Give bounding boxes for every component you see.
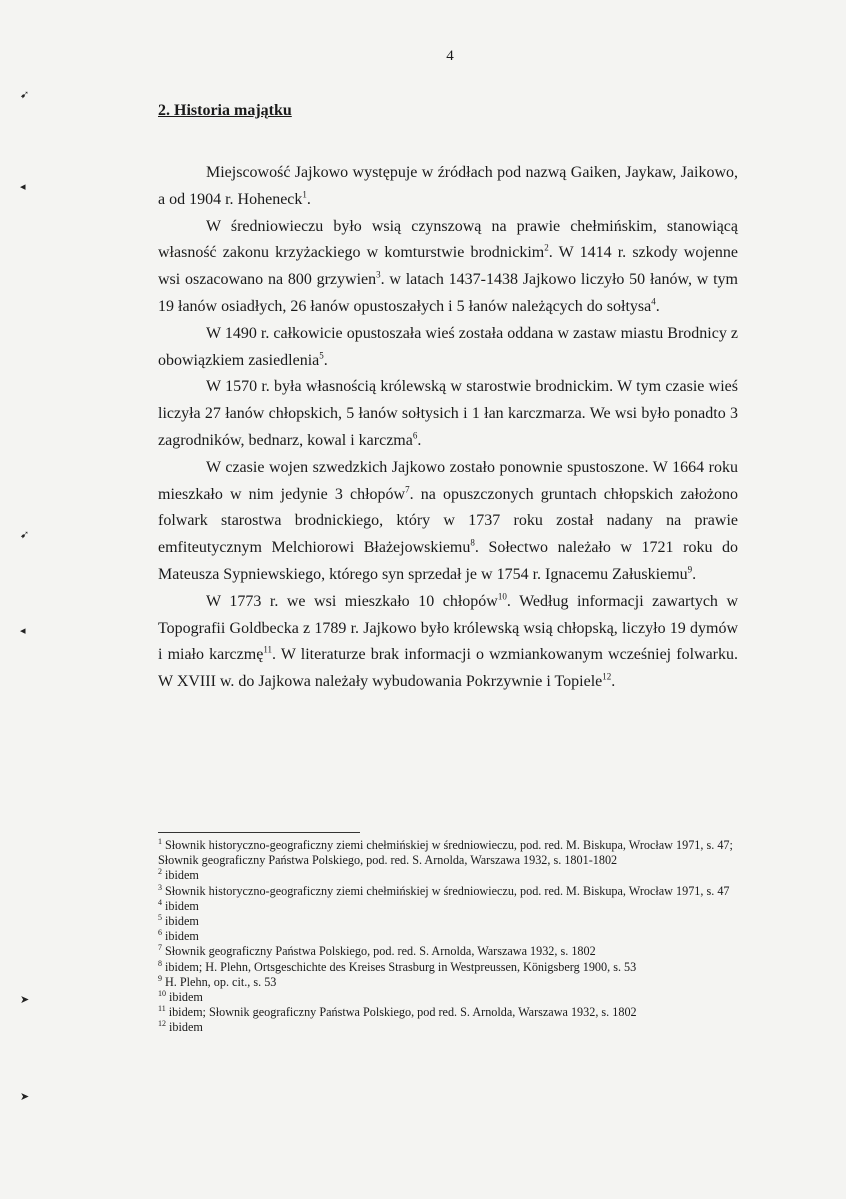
footnote-number: 2 [158, 867, 162, 877]
footnote [158, 944, 738, 959]
footnote [158, 929, 738, 944]
paragraph-text: . Według informacji zawartych w Topografii Goldbecka z 1789 r. Jajkowo było królewską wsią chłopską, liczyło 19 dymów i miało karczmę [158, 592, 739, 664]
paragraph-text: W średniowieczu było wsią czynszową na prawie chełmińskim, stanowiącą własność zakonu krzyżackiego w komturstwie brodnickim [158, 217, 738, 262]
paragraph-text: W 1490 r. całkowicie opustoszała wieś została oddana w zastaw miastu Brodnicy z obowiązkiem zasiedlenia [158, 324, 738, 369]
scan-mark: ◂ [20, 624, 26, 637]
footnote-number: 4 [158, 897, 162, 907]
paragraph-text: Miejscowość Jajkowo występuje w źródłach pod nazwą Gaiken, Jaykaw, Jaikowo, a od 1904 r. Hoheneck [158, 164, 738, 208]
footnote-ref: 6 [412, 430, 418, 441]
paragraph [158, 160, 738, 214]
footnote-separator [158, 832, 360, 833]
paragraph-text: W 1570 r. była własnością królewską w starostwie brodnickim. W tym czasie wieś liczyła 27 łanów chłopskich, 5 łanów sołtysich i 1 łan karczmarza. We wsi było ponadto 3 zagrodników, bednarz, kowal i karczma [158, 378, 738, 449]
footnote-text: Słownik historyczno-geograficzny ziemi chełmińskiej w średniowieczu, pod. red. M. Biskupa, Wrocław 1971, s. 47 [165, 883, 730, 898]
scan-mark: ➹ [20, 88, 30, 101]
scan-mark: ➤ [20, 1090, 30, 1103]
paragraph-text: . [655, 297, 660, 315]
footnote-number: 7 [158, 943, 162, 953]
footnote-number: 10 [158, 988, 166, 998]
footnote-number: 1 [158, 836, 162, 846]
paragraph-text: . Sołectwo należało w 1721 roku do Mateusza Sypniewskiego, którego syn sprzedał je w 1754 r. Ignacemu Załuskiemu [158, 539, 739, 583]
footnote [158, 1005, 738, 1020]
paragraph [158, 374, 738, 454]
paragraph-text: W 1773 r. we wsi mieszkało 10 chłopów [206, 592, 498, 610]
paragraph [158, 455, 738, 589]
paragraph-text: . [611, 673, 616, 691]
paragraph-text: . [306, 190, 311, 208]
footnote-ref: 5 [319, 350, 324, 361]
paragraph [158, 214, 738, 321]
footnote [158, 899, 738, 914]
footnote [158, 975, 738, 990]
footnotes [158, 838, 738, 1036]
footnote [158, 1020, 738, 1035]
footnote-ref: 1 [302, 189, 307, 200]
scan-mark: ➹ [20, 528, 30, 541]
paragraph [158, 321, 738, 375]
footnote-text: ibidem [165, 929, 199, 944]
section-heading: 2. Historia majątku [158, 102, 292, 119]
page-number: 4 [446, 48, 454, 64]
footnote [158, 838, 738, 868]
paragraph-text: . [417, 431, 422, 449]
footnote-ref: 4 [651, 296, 656, 307]
footnote-text: Słownik historyczno-geograficzny ziemi chełmińskiej w średniowieczu, pod. red. M. Biskupa, Wrocław 1971, s. 47; Słownik geograficzny Państwa Polskiego, pod. red. S. Arnolda, Warszawa 1932, s. 1801-1802 [158, 838, 733, 868]
footnote-ref: 10 [497, 591, 507, 602]
footnote-number: 9 [158, 973, 162, 983]
footnote-ref: 2 [544, 243, 549, 254]
footnote [158, 914, 738, 929]
footnote-number: 12 [158, 1019, 166, 1029]
footnote-ref: 7 [405, 484, 410, 495]
body-text [158, 160, 738, 696]
footnote-text: H. Plehn, op. cit., s. 53 [165, 974, 277, 989]
footnote [158, 960, 738, 975]
footnote-ref: 11 [263, 645, 272, 656]
footnote-number: 6 [158, 928, 162, 938]
footnote-text: ibidem [169, 990, 203, 1005]
footnote-number: 11 [158, 1004, 166, 1014]
footnote-ref: 12 [602, 671, 612, 682]
footnote-text: Słownik geograficzny Państwa Polskiego, pod. red. S. Arnolda, Warszawa 1932, s. 1802 [165, 944, 596, 959]
paragraph-text: . w latach 1437-1438 Jajkowo liczyło 50 łanów, w tym 19 łanów osiadłych, 26 łanów opustoszałych i 5 łanów należących do sołtysa [158, 271, 739, 315]
footnote [158, 990, 738, 1005]
footnote-ref: 8 [470, 537, 475, 548]
footnote-text: ibidem; H. Plehn, Ortsgeschichte des Kreises Strasburg in Westpreussen, Königsberg 1900, s. 53 [165, 959, 637, 974]
paragraph-text: . [692, 565, 697, 583]
footnote-number: 8 [158, 958, 162, 968]
paragraph-text: . W 1414 r. szkody wojenne wsi oszacowano na 800 grzywien [158, 244, 739, 289]
scan-mark: ◂ [20, 180, 26, 193]
footnote-number: 3 [158, 882, 162, 892]
paragraph [158, 589, 738, 696]
paragraph-text: . [323, 351, 328, 369]
paragraph-text: . na opuszczonych gruntach chłopskich założono folwark starostwa brodnickiego, który w 1737 roku został nadany na prawie emfiteutycznym Melchiorowi Błażejowskiemu [158, 485, 738, 557]
footnote [158, 884, 738, 899]
footnote-number: 5 [158, 912, 162, 922]
paragraph-text: W czasie wojen szwedzkich Jajkowo zostało ponownie spustoszone. W 1664 roku mieszkało w nim jedynie 3 chłopów [158, 458, 738, 503]
footnote-text: ibidem [165, 914, 199, 929]
footnote-ref: 9 [687, 564, 693, 575]
footnote-ref: 3 [376, 269, 381, 280]
scan-mark: ➤ [20, 993, 30, 1006]
footnote-text: ibidem [169, 1020, 203, 1035]
footnote-text: ibidem [165, 868, 199, 883]
footnote [158, 868, 738, 883]
footnote-text: ibidem; Słownik geograficzny Państwa Polskiego, pod red. S. Arnolda, Warszawa 1932, s. 1802 [168, 1005, 637, 1020]
paragraph-text: . W literaturze brak informacji o wzmiankowanym wcześniej folwarku. W XVIII w. do Jajkowa należały wybudowania Pokrzywnie i Topiele [158, 646, 738, 691]
footnote-text: ibidem [165, 898, 199, 913]
